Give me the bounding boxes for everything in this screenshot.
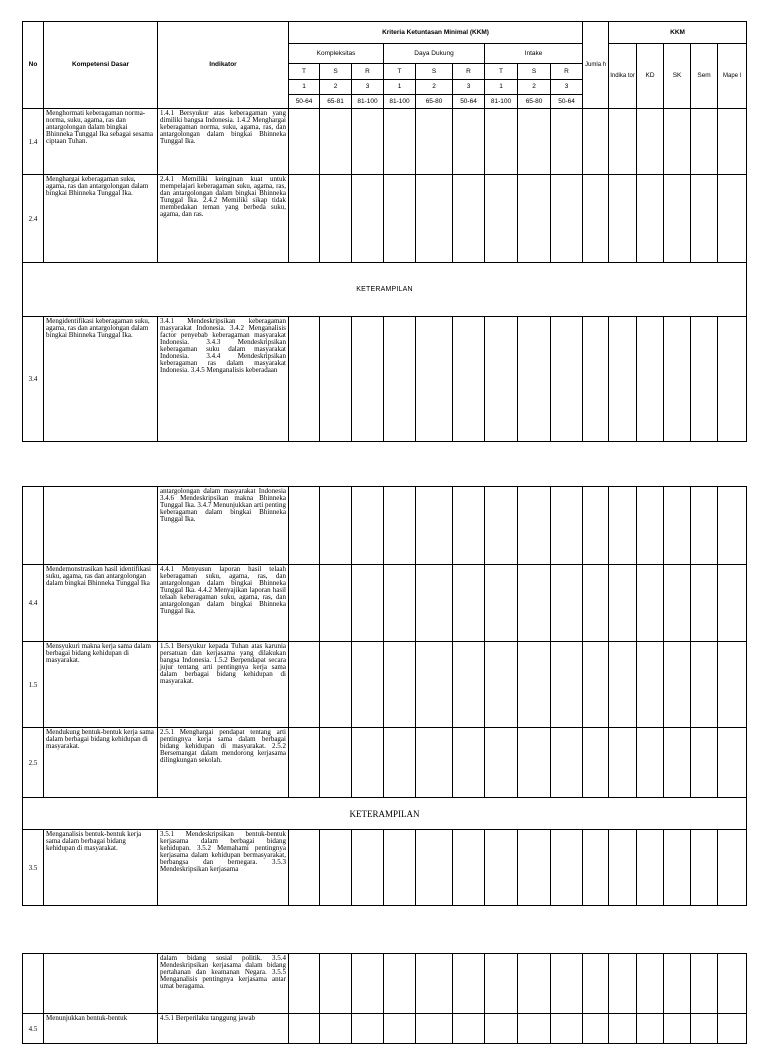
range-cell: 65-80 bbox=[518, 95, 551, 109]
range-cell: 81-100 bbox=[485, 95, 518, 109]
kkm-table-page-2 bbox=[22, 486, 747, 906]
row-number: 1.5 bbox=[23, 642, 44, 728]
indikator-cell: 4.4.1 Menyusun laporan hasil telaah keberagaman suku, agama, ras, dan antargolongan dalam bingkai Bhinneka Tunggal Ika. 4.4.2 Menyajikan laporan hasil telaah keberagaman suku, agama, ras, dan antargolongan dalam bingkai Bhinneka Tunggal Ika. bbox=[158, 565, 289, 642]
section-keterampilan: KETERAMPILAN bbox=[23, 263, 747, 317]
sub-letter: S bbox=[320, 64, 352, 80]
header-sk-col: SK bbox=[664, 44, 691, 109]
table-row bbox=[23, 954, 747, 1014]
row-number: 4.4 bbox=[23, 565, 44, 642]
range-cell: 65-80 bbox=[416, 95, 453, 109]
table-block-1 bbox=[22, 21, 746, 442]
table-row bbox=[23, 1014, 747, 1044]
kd-cell bbox=[44, 954, 158, 1014]
sub-number: 1 bbox=[485, 80, 518, 95]
table-block-3 bbox=[22, 953, 746, 1044]
indikator-cell: 3.5.1 Mendeskripsikan bentuk-bentuk kerjasama dalam berbagai bidang kehidupan. 3.5.2 Memahami pentingnya kerjasama dalam kehidupan bermasyarakat, berbangsa dan bernegara. 3.5.3 Mendeskripsikan kerjasama bbox=[158, 830, 289, 906]
sub-number: 2 bbox=[320, 80, 352, 95]
header-kkm-group: Kriteria Ketuntasan Minimal (KKM) bbox=[289, 22, 583, 44]
sub-letter: R bbox=[352, 64, 384, 80]
sub-number: 2 bbox=[416, 80, 453, 95]
header-jumlah: Jumla h bbox=[583, 22, 609, 109]
table-row bbox=[23, 642, 747, 728]
header-kompetensi-dasar: Kompetensi Dasar bbox=[44, 22, 158, 109]
header-kompleksitas: Kompleksitas bbox=[289, 44, 384, 64]
header-no: No bbox=[23, 22, 44, 109]
kd-cell: Menghargai keberagaman suku, agama, ras dan antargolongan dalam bingkai Bhinneka Tunggal Ika. bbox=[44, 175, 158, 263]
sub-number: 1 bbox=[384, 80, 416, 95]
header-kd-col: KD bbox=[637, 44, 664, 109]
row-number: 3.4 bbox=[23, 317, 44, 442]
row-number: 3.5 bbox=[23, 830, 44, 906]
sub-letter: T bbox=[289, 64, 320, 80]
kd-cell: Menghormati keberagaman norma-norma, suku, agama, ras dan antargolongan dalam bingkai Bhinneka Tunggal Ika sebagai sesama ciptaan Tuhan. bbox=[44, 109, 158, 175]
range-cell: 81-100 bbox=[352, 95, 384, 109]
header-daya-dukung: Daya Dukung bbox=[384, 44, 485, 64]
kd-cell bbox=[44, 487, 158, 565]
row-number: 1.4 bbox=[23, 109, 44, 175]
indikator-cell: 2.5.1 Menghargai pendapat tentang arti pentingnya kerja sama dalam berbagai bidang kehidupan di masyarakat. 2.5.2 Bersemangat dalam mendorong kerjasama dilingkungan sekolah. bbox=[158, 728, 289, 798]
header-intake: Intake bbox=[485, 44, 583, 64]
indikator-cell: dalam bidang sosial politik. 3.5.4 Mendeskripsikan kerjasama dalam bidang pertahanan dan keamanan Negara. 3.5.5 Menganalisis pentingnya kerjasama antar umat beragama. bbox=[158, 954, 289, 1014]
range-cell: 50-64 bbox=[453, 95, 485, 109]
kd-cell: Mengidentifikasi keberagaman suku, agama, ras dan antargolongan dalam bingkai Bhinneka Tunggal Ika. bbox=[44, 317, 158, 442]
range-cell: 65-81 bbox=[320, 95, 352, 109]
sub-letter: S bbox=[518, 64, 551, 80]
indikator-cell: 3.4.1 Mendeskripsikan keberagaman masyarakat Indonesia. 3.4.2 Menganalisis factor penyebab keberagaman masyarakat Indonesia. 3.4.3 Mendeskripsikan keberagaman suku dalam masyarakat Indonesia. 3.4.4 Mendeskripsikan keberagaman ras dalam masyarakat Indonesia. 3.4.5 Menganalisis keberadaan bbox=[158, 317, 289, 442]
sub-number: 3 bbox=[352, 80, 384, 95]
header-kkm: KKM bbox=[609, 22, 747, 44]
range-cell: 81-100 bbox=[384, 95, 416, 109]
sub-letter: R bbox=[453, 64, 485, 80]
indikator-cell: 1.4.1 Bersyukur atas keberagaman yang dimiliki bangsa Indonesia. 1.4.2 Menghargai keberagaman norma, suku, agama, ras, dan antargolongan dalam bingkai Bhinneka Tunggal Ika. bbox=[158, 109, 289, 175]
row-number: 4.5 bbox=[23, 1014, 44, 1044]
row-number bbox=[23, 487, 44, 565]
indikator-cell: antargolongan dalam masyarakat Indonesia 3.4.6 Mendeskripsikan makna Bhinneka Tunggal Ika. 3.4.7 Menunjukkan arti penting keberagaman dalam bingkai Bhinneka Tunggal Ika. bbox=[158, 487, 289, 565]
range-cell: 50-64 bbox=[551, 95, 583, 109]
row-number: 2.5 bbox=[23, 728, 44, 798]
header-indikator-col: Indika tor bbox=[609, 44, 637, 109]
kkm-table-page-3 bbox=[22, 953, 747, 1044]
sub-number: 1 bbox=[289, 80, 320, 95]
section-keterampilan: KETERAMPILAN bbox=[23, 798, 747, 830]
table-row bbox=[23, 109, 747, 175]
kd-cell: Mendemonstrasikan hasil identifikasi suku, agama, ras dan antargolongan dalam bingkai Bhinneka Tunggal Ika bbox=[44, 565, 158, 642]
table-row bbox=[23, 728, 747, 798]
range-cell: 50-64 bbox=[289, 95, 320, 109]
sub-letter: R bbox=[551, 64, 583, 80]
sub-number: 3 bbox=[453, 80, 485, 95]
table-row bbox=[23, 487, 747, 565]
sub-letter: T bbox=[485, 64, 518, 80]
sub-letter: S bbox=[416, 64, 453, 80]
header-indikator: Indikator bbox=[158, 22, 289, 109]
kd-cell: Mendukung bentuk-bentuk kerja sama dalam berbagai bidang kehidupan di masyarakat. bbox=[44, 728, 158, 798]
table-block-2 bbox=[22, 486, 746, 906]
sub-letter: T bbox=[384, 64, 416, 80]
row-number bbox=[23, 954, 44, 1014]
kkm-table-page-1 bbox=[22, 21, 747, 442]
table-row bbox=[23, 317, 747, 442]
table-row bbox=[23, 830, 747, 906]
indikator-cell: 1.5.1 Bersyukur kepada Tuhan atas karunia persatuan dan kerjasama yang dilakukan bangsa Indonesia. 1.5.2 Berpendapat secara jujur tentang arti pentingnya kerja sama dalam berbagai bidang kehidupan di masyarakat. bbox=[158, 642, 289, 728]
indikator-cell: 4.5.1 Berperilaku tanggung jawab bbox=[158, 1014, 289, 1044]
kd-cell: Mensyukuri makna kerja sama dalam berbagai bidang kehidupan di masyarakat. bbox=[44, 642, 158, 728]
indikator-cell: 2.4.1 Memiliki keinginan kuat untuk mempelajari keberagaman suku, agama, ras, dan antargolongan dalam bingkai Bhinneka Tunggal Ika. 2.4.2 Memiliki sikap tidak membedakan teman yang berbeda suku, agama, dan ras. bbox=[158, 175, 289, 263]
header-sem-col: Sem bbox=[691, 44, 718, 109]
kd-cell: Menganalisis bentuk-bentuk kerja sama dalam berbagai bidang kehidupan di masyarakat. bbox=[44, 830, 158, 906]
table-row bbox=[23, 175, 747, 263]
header-mapel-col: Mape l bbox=[718, 44, 747, 109]
row-number: 2.4 bbox=[23, 175, 44, 263]
sub-number: 3 bbox=[551, 80, 583, 95]
sub-number: 2 bbox=[518, 80, 551, 95]
kd-cell: Menunjukkan bentuk-bentuk bbox=[44, 1014, 158, 1044]
table-row bbox=[23, 565, 747, 642]
